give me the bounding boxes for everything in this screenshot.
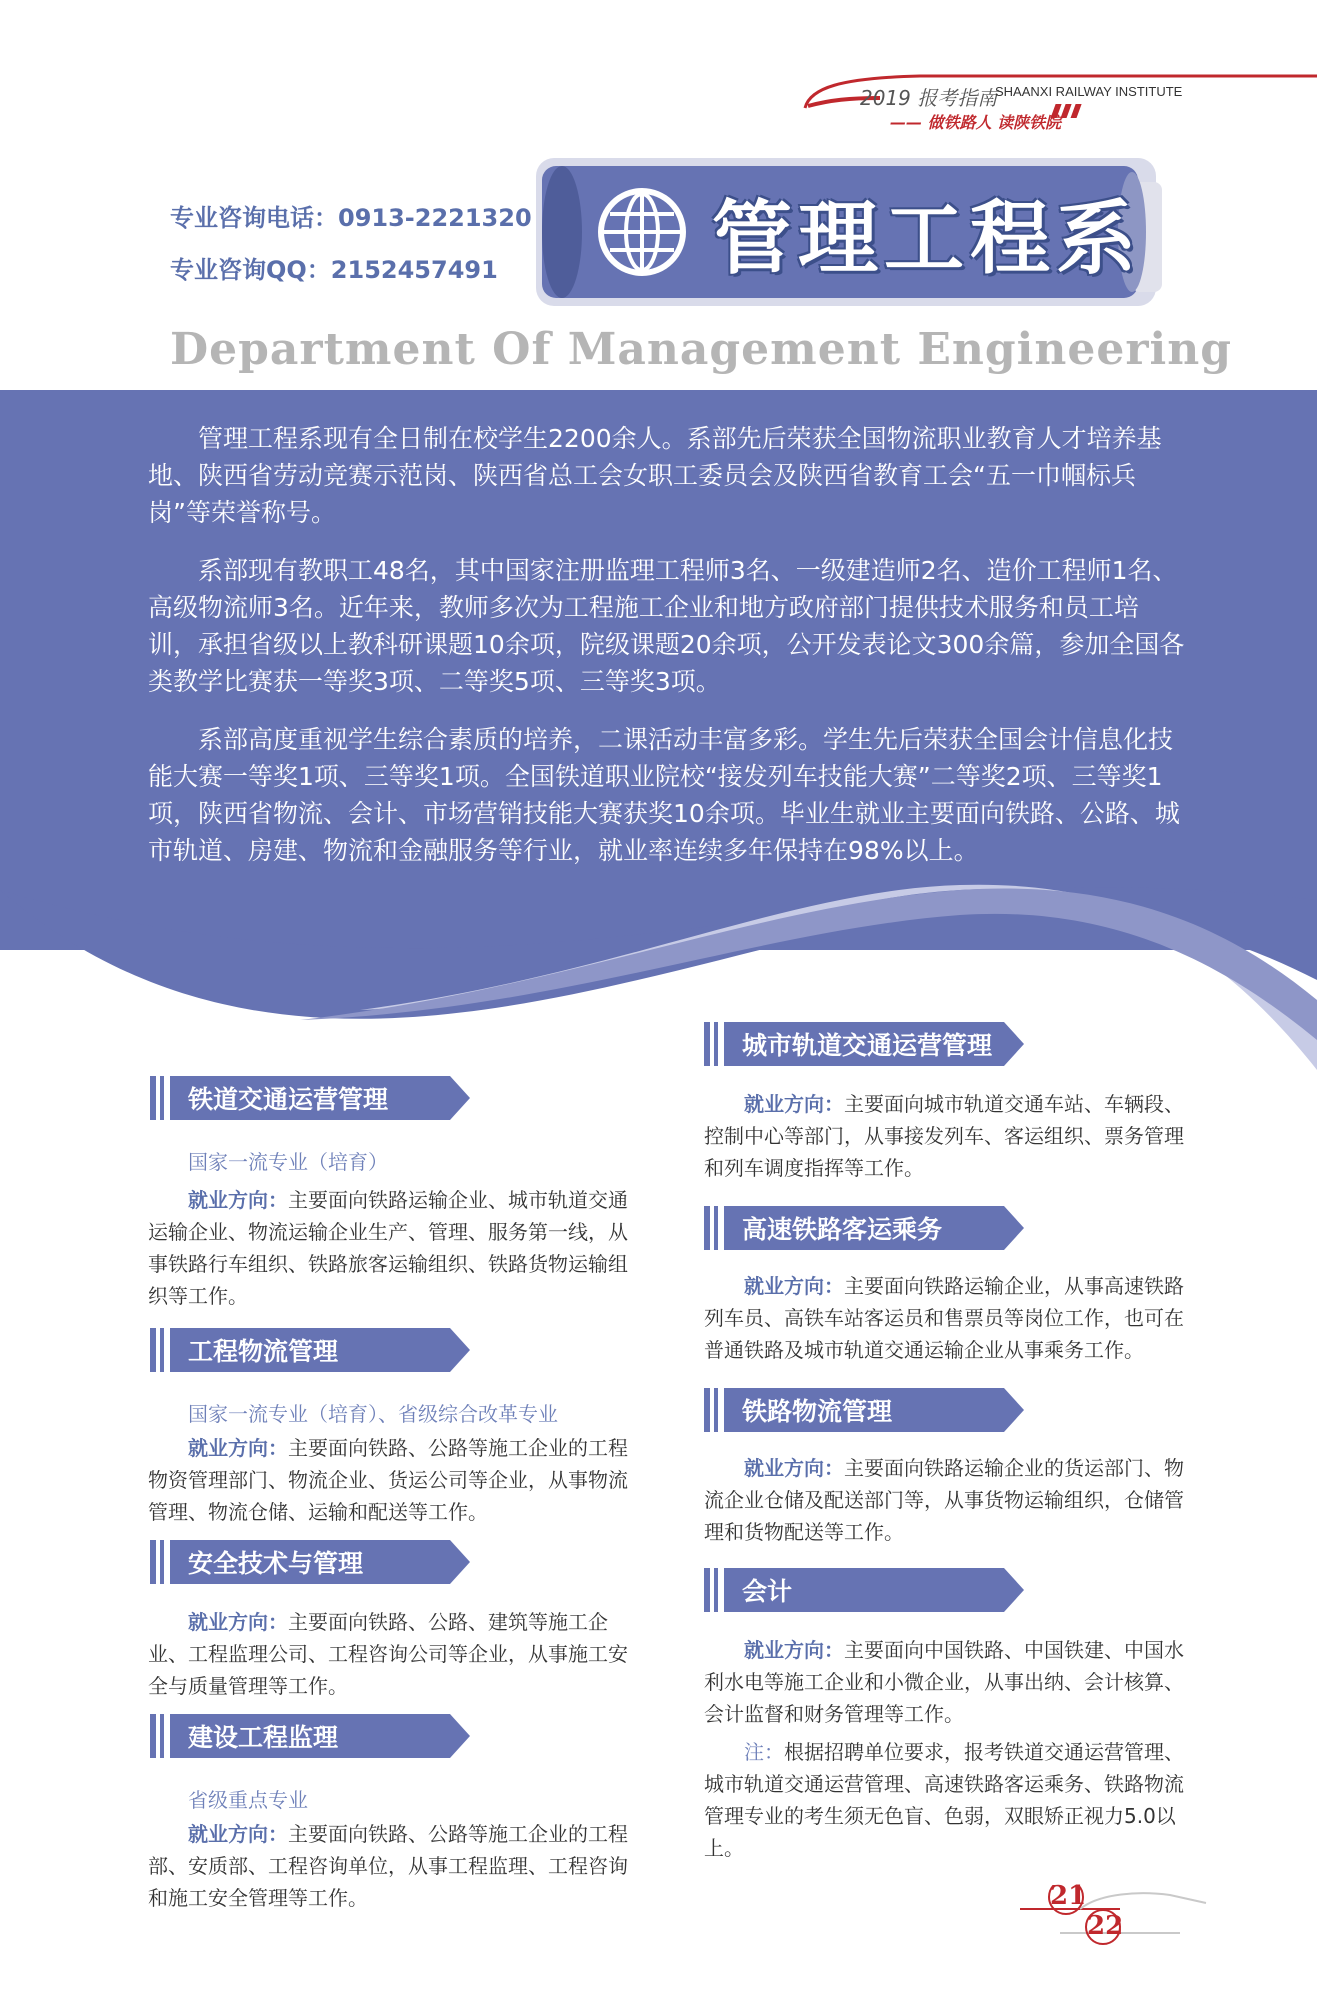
major-description-text: 主要面向中国铁路、中国铁建、中国水利水电等施工企业和小微企业，从事出纳、会计核算、会计监督和财务管理等工作。 [704,1638,1184,1726]
note-text: 根据招聘单位要求，报考铁道交通运营管理、城市轨道交通运营管理、高速铁路客运乘务、铁路物流管理专业的考生须无色盲、色弱，双眼矫正视力5.0以上。 [704,1740,1184,1860]
major-description [148,1432,646,1528]
major-title: 城市轨道交通运营管理 [742,1031,993,1060]
page-title: 管理工程系 [712,192,1142,285]
major-title: 安全技术与管理 [188,1549,364,1578]
major-header [704,1388,1024,1432]
major-description-text: 主要面向铁路运输企业，从事高速铁路列车员、高铁车站客运员和售票员等岗位工作，也可在普通铁路及城市轨道交通运输企业从事乘务工作。 [704,1274,1184,1362]
institute-name-en: SHAANXI RAILWAY INSTITUTE [995,84,1183,99]
major-title: 高速铁路客运乘务 [742,1215,943,1244]
direction-label: 就业方向： [744,1638,844,1662]
major-title: 工程物流管理 [188,1337,339,1366]
major-description [704,1088,1194,1184]
globe-icon [592,182,692,282]
intro-paragraph: 管理工程系现有全日制在校学生2200余人。系部先后荣获全国物流职业教育人才培养基地、陕西省劳动竞赛示范岗、陕西省总工会女职工委员会及陕西省教育工会“五一巾帼标兵岗”等荣誉称号。 [148,424,1162,527]
guide-header [800,70,1317,140]
major-description-text: 主要面向铁路、公路、建筑等施工企业、工程监理公司、工程咨询公司等企业，从事施工安全与质量管理等工作。 [148,1610,628,1698]
major-header [704,1022,1024,1066]
major-header [150,1540,470,1584]
direction-label: 就业方向： [188,1822,288,1846]
page-number-right: 22 [1087,1911,1124,1941]
page-number-left: 21 [1050,1881,1087,1911]
direction-label: 就业方向： [188,1188,288,1212]
slogan: —— 做铁路人 读陕铁院 [890,113,1062,132]
major-description-text: 主要面向城市轨道交通车站、车辆段、控制中心等部门，从事接发列车、客运组织、票务管理和列车调度指挥等工作。 [704,1092,1184,1180]
major-description-text: 主要面向铁路运输企业、城市轨道交通运输企业、物流运输企业生产、管理、服务第一线，从事铁路行车组织、铁路旅客运输组织、铁路货物运输组织等工作。 [148,1188,628,1308]
major-header [704,1568,1024,1612]
major-description [704,1270,1194,1366]
major-header [704,1206,1024,1250]
direction-label: 就业方向： [188,1610,288,1634]
major-subtitle: 国家一流专业（培育）、省级综合改革专业 [188,1402,558,1426]
major-header [150,1076,470,1120]
direction-label: 就业方向： [744,1274,844,1298]
major-description-text: 主要面向铁路、公路等施工企业的工程物资管理部门、物流企业、货运公司等企业，从事物流管理、物流仓储、运输和配送等工作。 [148,1436,628,1524]
major-title: 建设工程监理 [188,1723,339,1752]
intro-paragraph: 系部现有教职工48名，其中国家注册监理工程师3名、一级建造师2名、造价工程师1名、高级物流师3名。近年来，教师多次为工程施工企业和地方政府部门提供技术服务和员工培训，承担省级以上教科研课题10余项，院级课题20余项，公开发表论文300余篇，参加全国各类教学比赛获一等奖3项、二等奖5项、三等奖3项。 [148,556,1185,696]
major-description [148,1184,646,1312]
note-label: 注： [744,1740,784,1764]
intro-text [148,420,1188,890]
direction-label: 就业方向： [188,1436,288,1460]
major-description [148,1818,646,1914]
major-description-text: 主要面向铁路运输企业的货运部门、物流企业仓储及配送部门等，从事货物运输组织，仓储管理和货物配送等工作。 [704,1456,1184,1544]
title-banner [532,152,1172,312]
major-title: 铁道交通运营管理 [188,1085,389,1114]
major-description-text: 主要面向铁路、公路等施工企业的工程部、安质部、工程咨询单位，从事工程监理、工程咨询和施工安全管理等工作。 [148,1822,628,1910]
direction-label: 就业方向： [744,1092,844,1116]
department-name-en: Department Of Management Engineering [170,324,1232,375]
contact-phone: 专业咨询电话：0913-2221320 [170,204,532,232]
major-header [150,1714,470,1758]
major-subtitle: 省级重点专业 [188,1788,308,1812]
major-title: 会计 [742,1577,793,1606]
admission-note [704,1736,1194,1864]
major-title: 铁路物流管理 [742,1397,893,1426]
major-description [148,1606,646,1702]
page-numbers [1020,1881,1210,1995]
direction-label: 就业方向： [744,1456,844,1480]
guide-year: 2019 报考指南 [860,86,998,110]
major-subtitle: 国家一流专业（培育） [188,1150,388,1174]
contact-qq: 专业咨询QQ：2152457491 [170,256,498,284]
major-description [704,1634,1194,1730]
major-description [704,1452,1194,1548]
intro-paragraph: 系部高度重视学生综合素质的培养，二课活动丰富多彩。学生先后荣获全国会计信息化技能大赛一等奖1项、三等奖1项。全国铁道职业院校“接发列车技能大赛”二等奖2项、三等奖1项，陕西省物流、会计、市场营销技能大赛获奖10余项。毕业生就业主要面向铁路、公路、城市轨道、房建、物流和金融服务等行业，就业率连续多年保持在98%以上。 [148,725,1180,865]
major-header [150,1328,470,1372]
